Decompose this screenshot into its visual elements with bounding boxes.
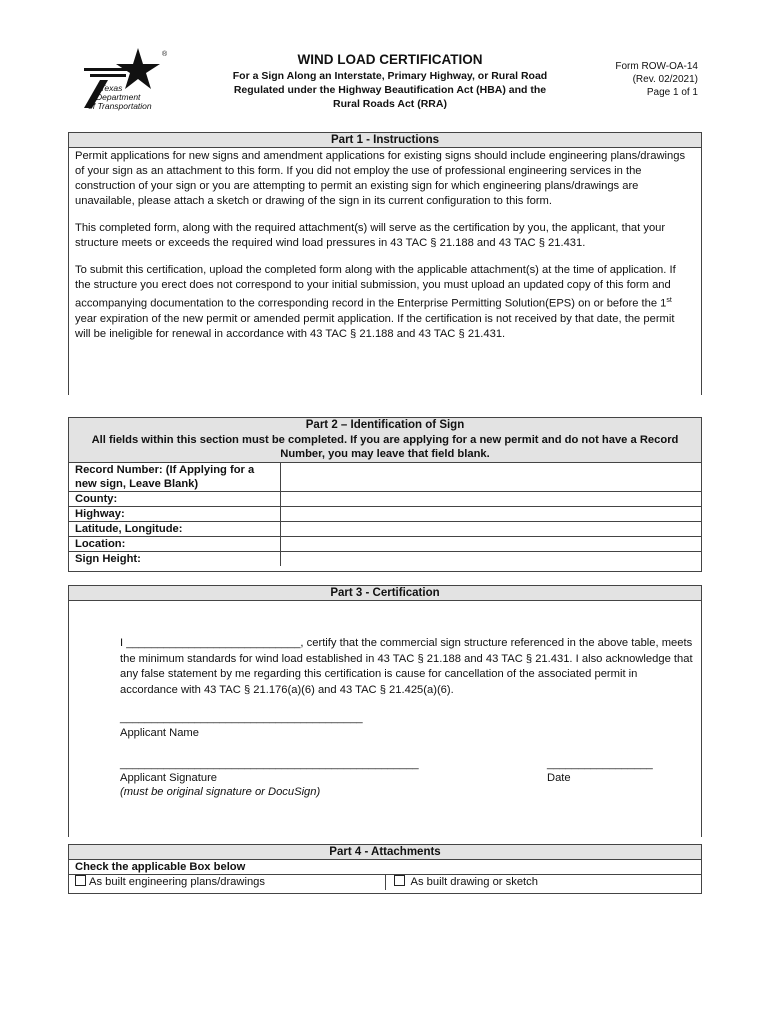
table-row (69, 537, 701, 552)
part1-paragraph-2: This completed form, along with the required attachment(s) will serve as the certification by you, the applicant, that your structure meets or exceeds the required wind load pressures in 43 TAC § 21.188 and 43 TAC § 21.431. (75, 222, 666, 249)
highway-field[interactable] (281, 507, 702, 522)
part4-instruction: Check the applicable Box below (69, 860, 701, 875)
part3-heading: Part 3 - Certification (69, 586, 701, 601)
table-row (69, 463, 701, 492)
option-engineering-plans-label: As built engineering plans/drawings (89, 876, 266, 888)
table-row (69, 492, 701, 507)
form-revision: (Rev. 02/2021) (632, 74, 698, 85)
logo-text: Texas Department of Transportation (88, 83, 152, 111)
part4-heading: Part 4 - Attachments (69, 845, 701, 860)
part2-heading: Part 2 – Identification of Sign (69, 418, 701, 432)
part1-paragraph-3: To submit this certification, upload the completed form along with the applicable attachment(s) at the time of application. If the structure you erect does not correspond to your initial submission, you must upload an updated copy of this form and accompanying documentation to the corresponding record in the Enterprise Permitting Solution(EPS) on or before the 1st year expiration of the new permit or amended permit application. If the certification is not received by that date, the permit will be ineligible for renewal in accordance with 43 TAC § 21.188 and 43 TAC § 21.431. (75, 264, 676, 340)
lat-long-field[interactable] (281, 522, 702, 537)
sign-height-label: Sign Height: (69, 552, 281, 567)
part2-identification (68, 417, 702, 572)
lat-long-label: Latitude, Longitude: (69, 522, 281, 537)
page-number: Page 1 of 1 (646, 87, 698, 98)
table-row (69, 522, 701, 537)
record-number-field[interactable] (281, 463, 702, 492)
table-row (69, 552, 701, 567)
applicant-name-label: Applicant Name (120, 727, 199, 739)
checkbox-drawing-sketch[interactable] (394, 875, 405, 886)
highway-label: Highway: (69, 507, 281, 522)
part1-paragraph-1: Permit applications for new signs and amendment applications for existing signs should include engineering plans/drawings of your sign as an attachment to this form. If you did not employ the use of professional engineering services in the construction of your sign or you are attempting to permit an existing sign for which engineering plans/drawings are unavailable, please attach a sketch or drawing of the sign in its current configuration to this form. (75, 150, 686, 207)
signature-note: (must be original signature or DocuSign) (120, 786, 321, 798)
checkbox-engineering-plans[interactable] (75, 875, 86, 886)
option-drawing-sketch[interactable] (386, 875, 538, 890)
record-number-label: Record Number: (If Applying for a new sign, Leave Blank) (69, 463, 281, 492)
location-label: Location: (69, 537, 281, 552)
applicant-signature-label: Applicant Signature (120, 772, 218, 784)
option-drawing-sketch-label: As built drawing or sketch (410, 876, 538, 888)
form-title: WIND LOAD CERTIFICATION (297, 52, 483, 67)
county-field[interactable] (281, 492, 702, 507)
location-field[interactable] (281, 537, 702, 552)
part1-instructions (68, 132, 702, 395)
date-label: Date (547, 772, 571, 784)
applicant-name-line[interactable]: _______________________________________ (120, 712, 363, 724)
certification-statement: I ____________________________, certify that the commercial sign structure referenced in the above table, meets the minimum standards for wind load established in 43 TAC § 21.188 and 43 TAC § 21.431. I also acknowledge that any false statement by me regarding this certification is cause for cancellation of the associated permit in accordance with 43 TAC § 21.176(a)(6) and 43 TAC § 21.425(a)(6). (120, 637, 693, 696)
part1-heading: Part 1 - Instructions (69, 133, 701, 148)
sign-fields-table (69, 463, 701, 566)
county-label: County: (69, 492, 281, 507)
table-row (69, 507, 701, 522)
applicant-signature-line[interactable]: ________________________________________________ (120, 758, 419, 770)
form-subtitle: For a Sign Along an Interstate, Primary Highway, or Rural Road Regulated under the Highway Beautification Act (HBA) and the Rural Roads Act (RRA) (232, 70, 548, 110)
form-number: Form ROW-OA-14 (615, 61, 698, 72)
date-line[interactable]: _________________ (547, 758, 653, 770)
part2-note: All fields within this section must be completed. If you are applying for a new permit and do not have a Record Number, you may leave that field blank. (69, 432, 701, 463)
option-engineering-plans[interactable] (69, 875, 386, 890)
part4-attachments (68, 844, 702, 894)
sign-height-field[interactable] (281, 552, 702, 567)
svg-text:®: ® (162, 51, 168, 58)
form-number-block (596, 60, 698, 99)
